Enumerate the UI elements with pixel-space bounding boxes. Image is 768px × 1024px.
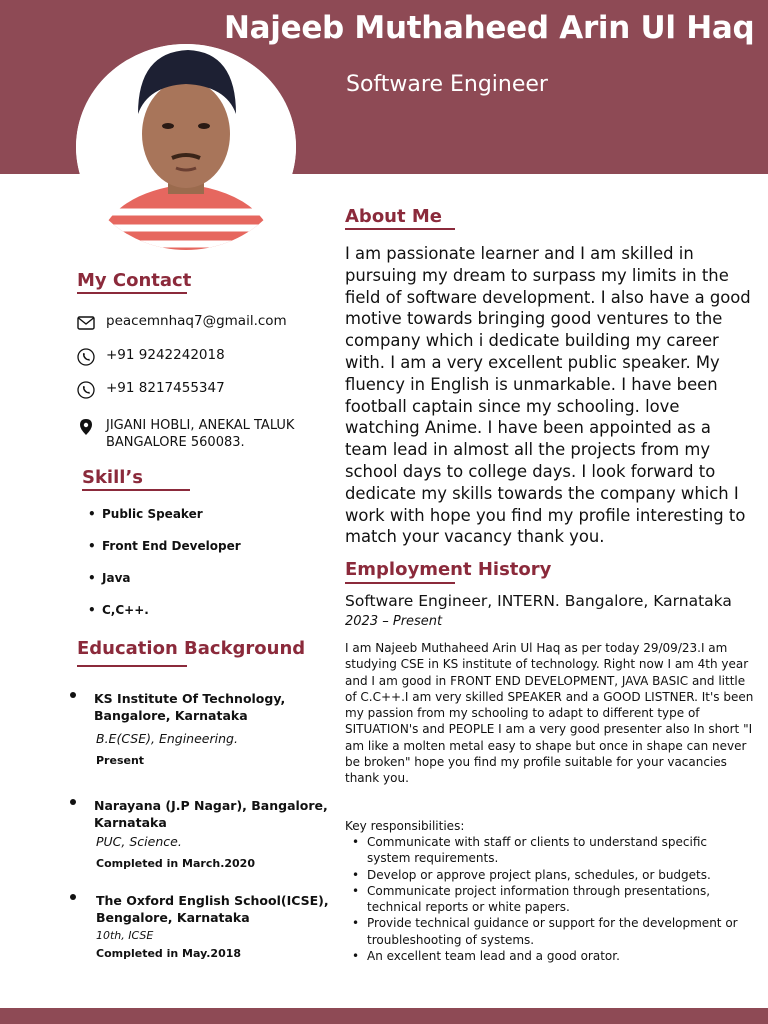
contact-email-row bbox=[76, 313, 287, 333]
education-degree: B.E(CSE), Engineering. bbox=[96, 731, 238, 746]
skill-item: • Java bbox=[88, 570, 241, 602]
education-section-title: Education Background bbox=[77, 638, 306, 659]
profile-photo bbox=[76, 44, 296, 250]
contact-phone2-row bbox=[76, 380, 225, 400]
education-degree: PUC, Science. bbox=[96, 834, 182, 849]
contact-address: JIGANI HOBLI, ANEKAL TALUK BANGALORE 560083. bbox=[106, 418, 295, 450]
skills-section-title: Skill’s bbox=[82, 467, 143, 488]
employment-section-title: Employment History bbox=[345, 559, 552, 580]
responsibility-item: • Communicate project information through presentations, technical reports or white papers. bbox=[352, 883, 752, 916]
responsibility-item: • Develop or approve project plans, schedules, or budgets. bbox=[352, 867, 752, 883]
contact-email[interactable]: peacemnhaq7@gmail.com bbox=[106, 313, 287, 329]
education-status: Present bbox=[96, 754, 145, 767]
about-paragraph: I am passionate learner and I am skilled in pursuing my dream to surpass my limits in the field of software development. I also have a good motive towards bringing good ventures to the company which i dedicate building my career with. I am a very excellent public speaker. My fluency in English is unmarkable. I have been football captain since my schooling. love watching Anime. I have been appointed as a team lead in almost all the projects from my school days to college days. I look forward to dedicate my skills towards the company which I work with hope you find my profile interesting to match your vacancy thank you. bbox=[345, 244, 751, 547]
education-school: The Oxford English School(ICSE), Bengalore, Karnataka bbox=[96, 893, 329, 925]
education-degree: 10th, ICSE bbox=[96, 929, 154, 942]
education-status: Completed in March.2020 bbox=[96, 857, 255, 870]
education-entry bbox=[70, 797, 332, 871]
job-description: I am Najeeb Muthaheed Arin Ul Haq as per today 29/09/23.I am studying CSE in KS institute of technology. Right now I am 4th year and I am good in FRONT END DEVELOPMENT, JAVA BASIC and little of C.C++.I am very skilled SPEAKER and a GOOD LISTNER. It's been my passion from my schooling to adapt to different type of SITUATION's and PEOPLE I am a very good presenter also In short "I am like a molten metal easy to shape but once in shape can never be broken" hope you find my profile suitable for your vacancies thank you. bbox=[345, 641, 754, 786]
education-status: Completed in May.2018 bbox=[96, 947, 242, 960]
contact-phone-secondary[interactable]: +91 8217455347 bbox=[106, 380, 225, 396]
responsibilities-list bbox=[352, 834, 752, 964]
skills-title-rule bbox=[82, 489, 190, 491]
responsibility-item: • An excellent team lead and a good orator. bbox=[352, 948, 752, 964]
education-school: KS Institute Of Technology, Bangalore, Karnataka bbox=[94, 691, 286, 723]
email-icon bbox=[76, 313, 96, 333]
job-date: 2023 – Present bbox=[345, 614, 443, 629]
list-bullet bbox=[70, 894, 76, 900]
location-pin-icon bbox=[76, 417, 96, 437]
education-entry bbox=[70, 690, 332, 768]
skills-list bbox=[88, 506, 241, 634]
education-entry bbox=[70, 892, 332, 961]
skill-item: • Public Speaker bbox=[88, 506, 241, 538]
contact-section-title: My Contact bbox=[77, 270, 192, 291]
contact-phone-primary[interactable]: +91 9242242018 bbox=[106, 347, 225, 363]
footer-band bbox=[0, 1008, 768, 1024]
responsibilities-label: Key responsibilities: bbox=[345, 819, 465, 833]
contact-title-rule bbox=[77, 292, 187, 294]
list-bullet bbox=[70, 799, 76, 805]
candidate-name: Najeeb Muthaheed Arin Ul Haq bbox=[224, 10, 755, 46]
about-title-rule bbox=[345, 228, 455, 230]
job-title: Software Engineer, INTERN. Bangalore, Karnataka bbox=[345, 592, 732, 610]
phone-icon bbox=[76, 347, 96, 367]
skill-item: • Front End Developer bbox=[88, 538, 241, 570]
candidate-role: Software Engineer bbox=[346, 72, 548, 97]
contact-phone1-row bbox=[76, 347, 225, 367]
responsibility-item: • Communicate with staff or clients to understand specific system requirements. bbox=[352, 834, 752, 867]
responsibility-item: • Provide technical guidance or support for the development or troubleshooting of systems. bbox=[352, 915, 752, 948]
about-section-title: About Me bbox=[345, 206, 442, 227]
contact-address-row bbox=[76, 417, 316, 451]
education-school: Narayana (J.P Nagar), Bangalore, Karnataka bbox=[94, 798, 328, 830]
employment-title-rule bbox=[345, 582, 455, 584]
list-bullet bbox=[70, 692, 76, 698]
phone-icon bbox=[76, 380, 96, 400]
skill-item: • C,C++. bbox=[88, 602, 241, 634]
education-title-rule bbox=[77, 665, 187, 667]
